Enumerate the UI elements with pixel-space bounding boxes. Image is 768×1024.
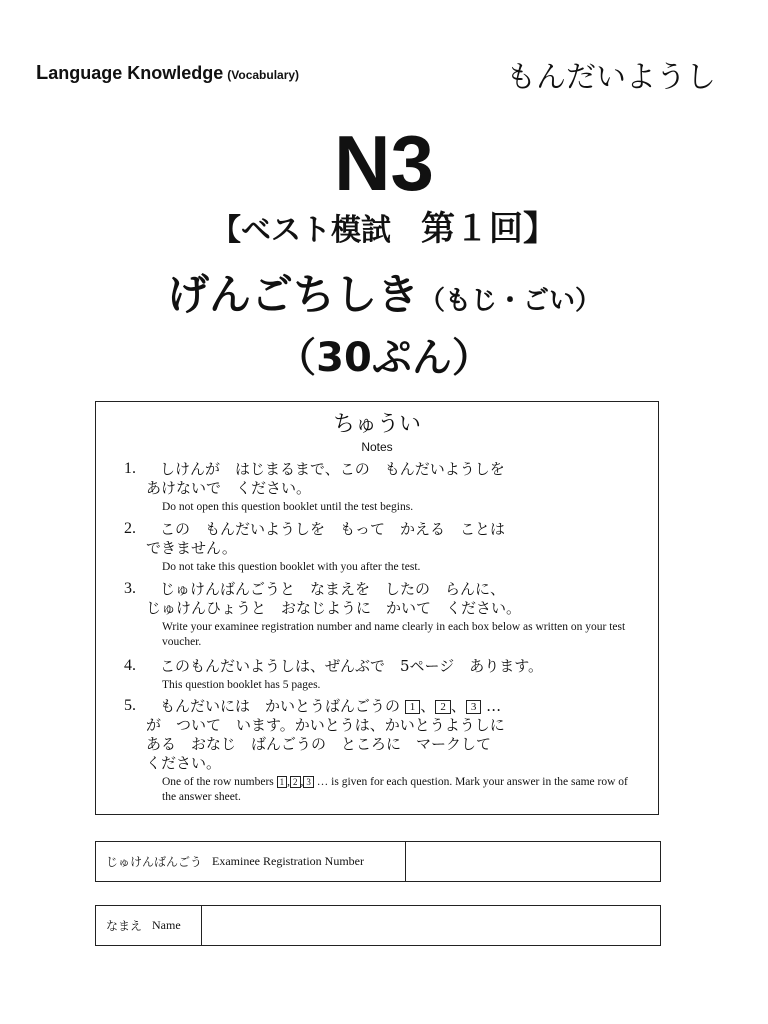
registration-label-jp: じゅけんばんごう [106,855,203,869]
note-jp-line: じゅけんひょうと おなじように かいて ください。 [146,599,522,617]
note-item [124,520,644,575]
subject-main: げんごちしき [166,270,419,319]
name-label [96,906,202,945]
registration-number-label [96,842,406,881]
section-label-sub: (Vocabulary) [227,68,300,82]
name-label-en: Name [152,918,181,932]
registration-label-en: Examinee Registration Number [212,854,364,868]
booklet-label: もんだいようし [506,60,716,95]
note-jp-line: ください。 [146,754,222,772]
separator: 、 [420,697,436,715]
name-label-jp: なまえ [106,919,143,933]
ellipsis: … [486,697,502,715]
section-label-initial: L [36,62,49,84]
note-en-text: This question booklet has 5 pages. [162,679,321,691]
note-jp-line: が ついて います。かいとうは、かいとうようしに [146,716,505,734]
row-number-box: 3 [303,776,314,788]
note-item [124,580,644,650]
note-jp-line: このもんだいようしは、ぜんぶで 5ページ あります。 [160,657,544,675]
note-jp-text: もんだいには かいとうばんごうの [160,697,401,715]
note-number: 2. [124,520,136,537]
note-en-text [162,775,644,805]
notes-subtitle: Notes [361,440,393,454]
row-number-box: 1 [405,700,421,714]
note-en-pre: One of the row numbers [162,776,274,788]
note-jp-line: あけないで ください。 [146,479,312,497]
section-label [36,62,299,85]
note-number: 3. [124,580,136,597]
note-jp-line: じゅけんばんごうと なまえを したの らんに、 [160,580,506,598]
mock-exam-title [0,209,768,249]
section-label-text: anguage Knowledge [48,63,224,83]
note-item [124,697,644,805]
name-field[interactable] [202,906,660,945]
note-number: 4. [124,657,136,674]
mock-exam-name: 【ベスト模試 [211,213,421,248]
row-number-box: 3 [466,700,482,714]
note-jp-line [160,697,644,716]
note-item [124,460,644,515]
subject-sub: （もじ・ごい） [419,286,602,316]
note-item [124,657,644,693]
exam-level: N3 [334,119,434,207]
registration-number-box [95,841,661,882]
comma: , [287,776,291,788]
mock-exam-round: 第１回】 [421,209,557,249]
notes-box [95,401,659,815]
comma: , [300,776,304,788]
exam-duration: （30ぷん） [276,335,492,381]
note-en-text: Do not take this question booklet with you after the test. [162,561,421,573]
note-jp-line: できません。 [146,539,237,557]
note-en-text: Write your examinee registration number and name clearly in each box below as written on your test voucher. [162,621,626,648]
note-jp-line: この もんだいようしを もって かえる ことは [160,520,506,538]
note-number: 1. [124,460,136,477]
note-en-post: … is given for each question. Mark your answer in the same row of the answer sheet. [162,776,628,803]
note-number: 5. [124,697,136,714]
separator: 、 [450,697,466,715]
notes-title: ちゅうい [332,412,421,437]
registration-number-field[interactable] [406,842,660,881]
row-number-box: 2 [435,700,451,714]
name-box [95,905,661,946]
note-jp-line: しけんが はじまるまで、この もんだいようしを [160,460,505,478]
note-jp-line: ある おなじ ばんごうの ところに マークして [146,735,492,753]
note-en-text: Do not open this question booklet until the test begins. [162,501,414,513]
row-number-box: 1 [277,776,288,788]
subject-title [0,270,768,319]
row-number-box: 2 [290,776,301,788]
